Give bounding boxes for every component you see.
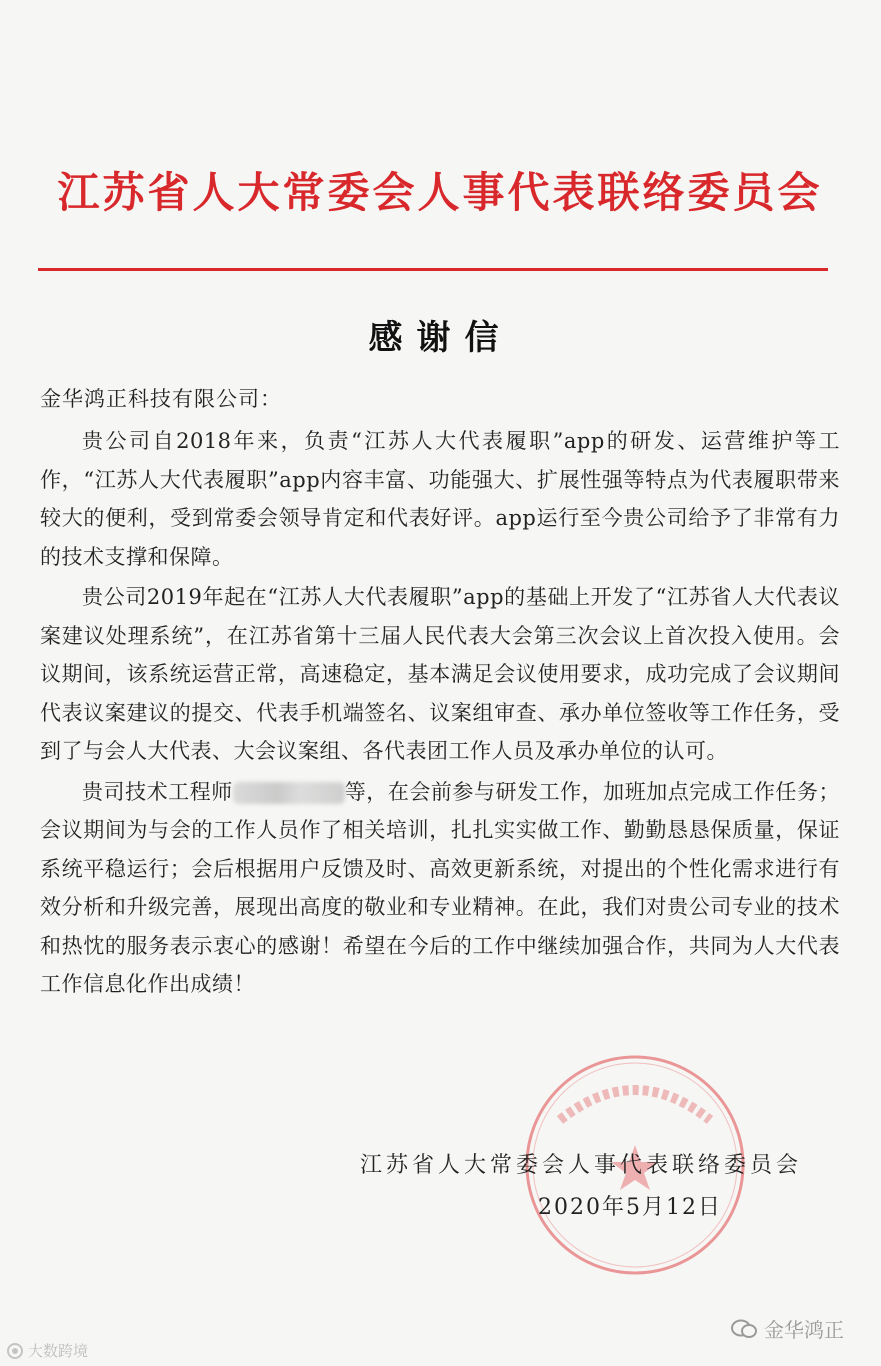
- letter-title: 感谢信: [368, 318, 513, 358]
- paragraph-3-prefix: 贵司技术工程师: [82, 779, 233, 804]
- paragraph-1: 贵公司自2018年来，负责“江苏人大代表履职”app的研发、运营维护等工作，“江苏人大代表履职”app内容丰富、功能强大、扩展性强等特点为代表履职带来较大的便利，受到常委会领导肯定和代表好评。app运行至今贵公司给予了非常有力的技术支撑和保障。: [40, 429, 840, 569]
- watermark-right-text: 金华鸿正: [764, 1318, 844, 1342]
- signature-org: 江苏省人大常委会人事代表联络委员会: [360, 1153, 803, 1178]
- salutation: 金华鸿正科技有限公司：: [40, 387, 282, 411]
- watermark-logo-icon: [6, 1342, 24, 1360]
- paragraph-3-suffix: 等，在会前参与研发工作，加班加点完成工作任务；会议期间为与会的工作人员作了相关培训，扎扎实实做工作、勤勤恳恳保质量，保证系统平稳运行；会后根据用户反馈及时、高效更新系统，对提出的个性化需求进行有效分析和升级完善，展现出高度的敬业和专业精神。在此，我们对贵公司专业的技术和热忱的服务表示衷心的感谢！希望在今后的工作中继续加强合作，共同为人大代表工作信息化作出成绩！: [40, 779, 840, 996]
- signature-date: 2020年5月12日: [538, 1195, 722, 1220]
- redacted-names: [233, 782, 345, 804]
- watermark-left: [6, 1340, 88, 1361]
- letterhead-red-rule: [38, 268, 828, 271]
- watermark-right: [730, 1314, 844, 1343]
- paragraph-2: 贵公司2019年起在“江苏人大代表履职”app的基础上开发了“江苏省人大代表议案建议处理系统”，在江苏省第十三届人民代表大会第三次会议上首次投入使用。会议期间，该系统运营正常，高速稳定，基本满足会议使用要求，成功完成了会议期间代表议案建议的提交、代表手机端签名、议案组审查、承办单位签收等工作任务，受到了与会人大代表、大会议案组、各代表团工作人员及承办单位的认可。: [40, 585, 840, 763]
- letterhead-org-name: 江苏省人大常委会人事代表联络委员会: [57, 168, 823, 217]
- paragraph-3: [40, 773, 840, 1004]
- wechat-icon: [730, 1318, 758, 1340]
- letter-body: [40, 422, 840, 1004]
- watermark-left-text: 大数跨境: [28, 1342, 89, 1360]
